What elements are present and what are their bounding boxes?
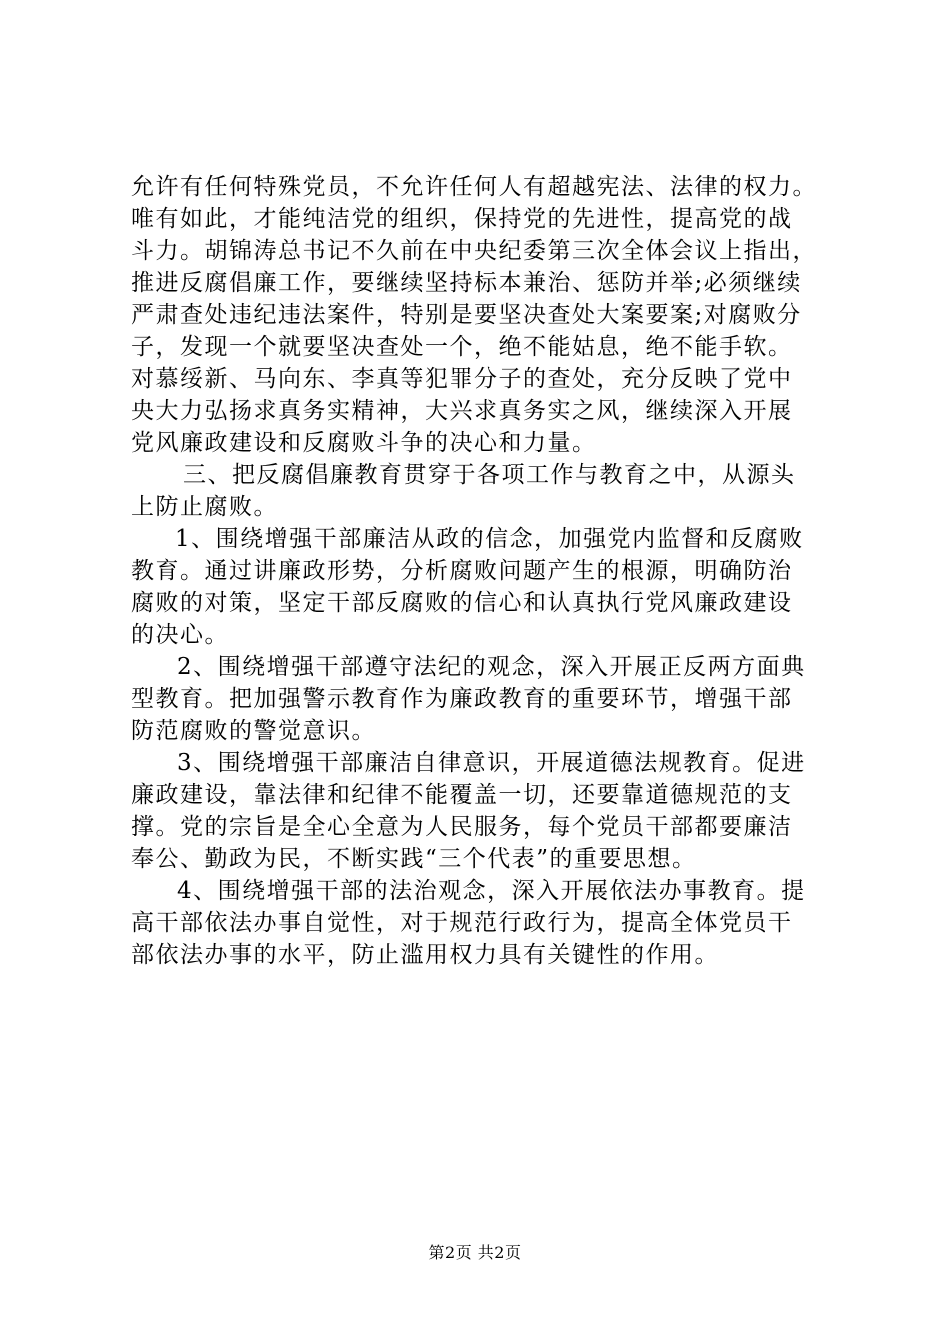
text-line: 腐败的对策，坚定干部反腐败的信心和认真执行党风廉政建设	[131, 590, 793, 616]
text-line: 4、围绕增强干部的法治观念，深入开展依法办事教育。提	[177, 878, 806, 904]
text-line: 奉公、勤政为民，不断实践“三个代表”的重要思想。	[131, 846, 697, 872]
paragraph-1	[131, 171, 831, 459]
list-item-2	[131, 651, 831, 747]
text-line: 3、围绕增强干部廉洁自律意识，开展道德法规教育。促进	[177, 750, 806, 776]
text-line: 推进反腐倡廉工作，要继续坚持标本兼治、惩防并举;必须继续	[131, 270, 802, 296]
text-line: 对慕绥新、马向东、李真等犯罪分子的查处，充分反映了党中	[131, 366, 793, 392]
list-item-4	[131, 875, 831, 971]
text-line: 上防止腐败。	[131, 494, 278, 520]
page-footer: 第2页 共2页	[428, 1243, 522, 1262]
text-line: 三、把反腐倡廉教育贯穿于各项工作与教育之中，从源头	[183, 462, 796, 488]
text-line: 2、围绕增强干部遵守法纪的观念，深入开展正反两方面典	[177, 654, 806, 680]
text-line: 高干部依法办事自觉性，对于规范行政行为，提高全体党员干	[131, 910, 793, 936]
list-item-3	[131, 747, 831, 875]
text-line: 部依法办事的水平，防止滥用权力具有关键性的作用。	[131, 942, 719, 968]
text-line: 党风廉政建设和反腐败斗争的决心和力量。	[131, 430, 597, 456]
text-line: 撑。党的宗旨是全心全意为人民服务，每个党员干部都要廉洁	[131, 814, 793, 840]
text-line: 的决心。	[131, 622, 229, 648]
text-line: 允许有任何特殊党员，不允许任何人有超越宪法、法律的权力。	[131, 174, 817, 200]
text-line: 1、围绕增强干部廉洁从政的信念，加强党内监督和反腐败	[175, 526, 804, 552]
text-line: 央大力弘扬求真务实精神，大兴求真务实之风，继续深入开展	[131, 398, 793, 424]
text-line: 教育。通过讲廉政形势，分析腐败问题产生的根源，明确防治	[131, 558, 793, 584]
text-line: 型教育。把加强警示教育作为廉政教育的重要环节，增强干部	[131, 686, 793, 712]
section-heading-3	[131, 459, 831, 523]
text-line: 子，发现一个就要坚决查处一个，绝不能姑息，绝不能手软。	[131, 334, 793, 360]
text-line: 严肃查处违纪违法案件，特别是要坚决查处大案要案;对腐败分	[131, 302, 802, 328]
text-line: 防范腐败的警觉意识。	[131, 718, 376, 744]
document-body	[131, 171, 831, 971]
text-line: 唯有如此，才能纯洁党的组织，保持党的先进性，提高党的战	[131, 206, 793, 232]
text-line: 斗力。胡锦涛总书记不久前在中央纪委第三次全体会议上指出，	[131, 238, 817, 264]
list-item-1	[131, 523, 831, 651]
text-line: 廉政建设，靠法律和纪律不能覆盖一切，还要靠道德规范的支	[131, 782, 793, 808]
